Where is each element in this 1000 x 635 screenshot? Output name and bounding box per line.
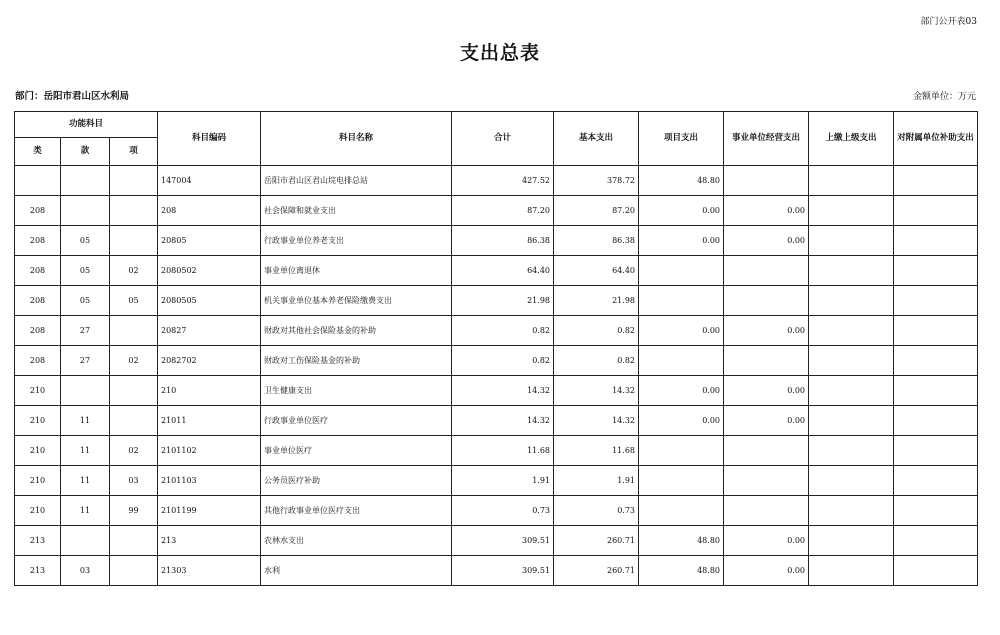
project-cell: 48.80 xyxy=(639,166,724,196)
code-cell: 2101102 xyxy=(158,436,261,466)
name-cell: 行政事业单位养老支出 xyxy=(261,226,452,256)
subsidy-cell xyxy=(894,466,978,496)
lei-cell: 208 xyxy=(15,196,61,226)
kuan-cell: 05 xyxy=(61,256,110,286)
name-cell: 财政对工伤保险基金的补助 xyxy=(261,346,452,376)
lei-cell: 208 xyxy=(15,226,61,256)
subsidy-cell xyxy=(894,556,978,586)
xiang-cell xyxy=(110,556,158,586)
basic-cell: 1.91 xyxy=(554,466,639,496)
lei-cell: 208 xyxy=(15,286,61,316)
project-cell xyxy=(639,496,724,526)
lei-cell: 213 xyxy=(15,526,61,556)
project-cell xyxy=(639,466,724,496)
name-cell: 行政事业单位医疗 xyxy=(261,406,452,436)
total-cell: 87.20 xyxy=(452,196,554,226)
table-row xyxy=(15,316,978,346)
total-cell: 64.40 xyxy=(452,256,554,286)
total-cell: 1.91 xyxy=(452,466,554,496)
business-cell: 0.00 xyxy=(724,196,809,226)
code-cell: 20805 xyxy=(158,226,261,256)
table-row xyxy=(15,256,978,286)
amount-unit-label: 金额单位：万元 xyxy=(912,92,976,102)
project-cell: 0.00 xyxy=(639,316,724,346)
code-cell: 2082702 xyxy=(158,346,261,376)
subsidy-cell xyxy=(894,526,978,556)
expenditure-table xyxy=(14,111,978,586)
basic-cell: 378.72 xyxy=(554,166,639,196)
code-cell: 2101103 xyxy=(158,466,261,496)
name-cell: 财政对其他社会保险基金的补助 xyxy=(261,316,452,346)
name-cell: 社会保障和就业支出 xyxy=(261,196,452,226)
total-cell: 0.82 xyxy=(452,346,554,376)
basic-cell: 14.32 xyxy=(554,376,639,406)
business-cell: 0.00 xyxy=(724,316,809,346)
subsidy-cell xyxy=(894,316,978,346)
subsidy-header: 对附属单位补助支出 xyxy=(894,112,978,166)
code-cell: 213 xyxy=(158,526,261,556)
kuan-cell: 11 xyxy=(61,466,110,496)
business-cell: 0.00 xyxy=(724,406,809,436)
func-subject-header: 功能科目 xyxy=(15,112,158,138)
name-cell: 机关事业单位基本养老保险缴费支出 xyxy=(261,286,452,316)
lei-cell: 210 xyxy=(15,436,61,466)
lei-cell: 208 xyxy=(15,346,61,376)
business-cell xyxy=(724,346,809,376)
business-cell xyxy=(724,286,809,316)
code-cell: 2101199 xyxy=(158,496,261,526)
total-cell: 309.51 xyxy=(452,526,554,556)
subsidy-cell xyxy=(894,346,978,376)
name-header: 科目名称 xyxy=(261,112,452,166)
subsidy-cell xyxy=(894,436,978,466)
total-cell: 0.73 xyxy=(452,496,554,526)
subsidy-cell xyxy=(894,196,978,226)
header-row-1 xyxy=(15,112,978,138)
business-cell: 0.00 xyxy=(724,376,809,406)
xiang-cell xyxy=(110,376,158,406)
total-cell: 11.68 xyxy=(452,436,554,466)
lei-cell: 213 xyxy=(15,556,61,586)
lei-cell: 210 xyxy=(15,466,61,496)
xiang-cell: 02 xyxy=(110,256,158,286)
code-cell: 210 xyxy=(158,376,261,406)
project-cell xyxy=(639,346,724,376)
table-row xyxy=(15,406,978,436)
code-cell: 20827 xyxy=(158,316,261,346)
code-cell: 147004 xyxy=(158,166,261,196)
name-cell: 岳阳市君山区君山垸电排总站 xyxy=(261,166,452,196)
upper-cell xyxy=(809,436,894,466)
xiang-cell: 99 xyxy=(110,496,158,526)
kuan-cell xyxy=(61,196,110,226)
upper-cell xyxy=(809,286,894,316)
xiang-cell: 03 xyxy=(110,466,158,496)
upper-cell xyxy=(809,406,894,436)
kuan-cell xyxy=(61,376,110,406)
basic-cell: 0.73 xyxy=(554,496,639,526)
lei-cell xyxy=(15,166,61,196)
lei-cell: 210 xyxy=(15,496,61,526)
table-row xyxy=(15,376,978,406)
upper-header: 上缴上级支出 xyxy=(809,112,894,166)
business-cell xyxy=(724,166,809,196)
code-header: 科目编码 xyxy=(158,112,261,166)
upper-cell xyxy=(809,346,894,376)
project-cell: 0.00 xyxy=(639,376,724,406)
kuan-cell: 11 xyxy=(61,436,110,466)
total-cell: 86.38 xyxy=(452,226,554,256)
subsidy-cell xyxy=(894,226,978,256)
business-cell: 0.00 xyxy=(724,526,809,556)
code-cell: 2080505 xyxy=(158,286,261,316)
business-cell xyxy=(724,256,809,286)
project-cell xyxy=(639,256,724,286)
code-cell: 21011 xyxy=(158,406,261,436)
subsidy-cell xyxy=(894,256,978,286)
name-cell: 事业单位离退休 xyxy=(261,256,452,286)
subsidy-cell xyxy=(894,406,978,436)
table-row xyxy=(15,556,978,586)
xiang-cell: 02 xyxy=(110,436,158,466)
basic-cell: 11.68 xyxy=(554,436,639,466)
subsidy-cell xyxy=(894,166,978,196)
table-row xyxy=(15,286,978,316)
total-cell: 0.82 xyxy=(452,316,554,346)
total-cell: 14.32 xyxy=(452,376,554,406)
table-row xyxy=(15,436,978,466)
kuan-cell xyxy=(61,166,110,196)
table-row xyxy=(15,226,978,256)
business-cell: 0.00 xyxy=(724,556,809,586)
total-cell: 309.51 xyxy=(452,556,554,586)
basic-cell: 0.82 xyxy=(554,346,639,376)
subsidy-cell xyxy=(894,376,978,406)
name-cell: 卫生健康支出 xyxy=(261,376,452,406)
total-header: 合计 xyxy=(452,112,554,166)
basic-header: 基本支出 xyxy=(554,112,639,166)
basic-cell: 86.38 xyxy=(554,226,639,256)
project-cell: 48.80 xyxy=(639,526,724,556)
name-cell: 事业单位医疗 xyxy=(261,436,452,466)
kuan-cell: 05 xyxy=(61,286,110,316)
lei-header: 类 xyxy=(15,138,61,166)
department-label: 部门：岳阳市君山区水利局 xyxy=(15,91,130,102)
basic-cell: 260.71 xyxy=(554,556,639,586)
upper-cell xyxy=(809,556,894,586)
table-row xyxy=(15,526,978,556)
lei-cell: 210 xyxy=(15,406,61,436)
kuan-cell: 11 xyxy=(61,406,110,436)
xiang-cell: 05 xyxy=(110,286,158,316)
project-cell xyxy=(639,436,724,466)
upper-cell xyxy=(809,256,894,286)
upper-cell xyxy=(809,496,894,526)
lei-cell: 208 xyxy=(15,316,61,346)
xiang-cell xyxy=(110,526,158,556)
upper-cell xyxy=(809,316,894,346)
business-cell xyxy=(724,466,809,496)
total-cell: 21.98 xyxy=(452,286,554,316)
xiang-cell: 02 xyxy=(110,346,158,376)
table-row xyxy=(15,196,978,226)
basic-cell: 0.82 xyxy=(554,316,639,346)
total-cell: 14.32 xyxy=(452,406,554,436)
upper-cell xyxy=(809,526,894,556)
name-cell: 农林水支出 xyxy=(261,526,452,556)
basic-cell: 260.71 xyxy=(554,526,639,556)
form-number: 部门公开表03 xyxy=(920,17,977,27)
kuan-cell: 11 xyxy=(61,496,110,526)
kuan-cell: 27 xyxy=(61,316,110,346)
upper-cell xyxy=(809,466,894,496)
project-cell: 0.00 xyxy=(639,406,724,436)
xiang-cell xyxy=(110,166,158,196)
project-cell: 0.00 xyxy=(639,196,724,226)
lei-cell: 210 xyxy=(15,376,61,406)
xiang-cell xyxy=(110,226,158,256)
upper-cell xyxy=(809,376,894,406)
page-title: 支出总表 xyxy=(459,42,540,64)
business-cell xyxy=(724,496,809,526)
kuan-cell: 05 xyxy=(61,226,110,256)
xiang-cell xyxy=(110,316,158,346)
upper-cell xyxy=(809,196,894,226)
project-cell xyxy=(639,286,724,316)
subsidy-cell xyxy=(894,286,978,316)
name-cell: 公务员医疗补助 xyxy=(261,466,452,496)
code-cell: 21303 xyxy=(158,556,261,586)
name-cell: 水利 xyxy=(261,556,452,586)
name-cell: 其他行政事业单位医疗支出 xyxy=(261,496,452,526)
xiang-cell xyxy=(110,196,158,226)
kuan-header: 款 xyxy=(61,138,110,166)
total-cell: 427.52 xyxy=(452,166,554,196)
business-cell xyxy=(724,436,809,466)
table-row xyxy=(15,346,978,376)
code-cell: 208 xyxy=(158,196,261,226)
table-row xyxy=(15,166,978,196)
kuan-cell xyxy=(61,526,110,556)
business-cell: 0.00 xyxy=(724,226,809,256)
xiang-cell xyxy=(110,406,158,436)
project-header: 项目支出 xyxy=(639,112,724,166)
table-row xyxy=(15,466,978,496)
table-row xyxy=(15,496,978,526)
lei-cell: 208 xyxy=(15,256,61,286)
basic-cell: 87.20 xyxy=(554,196,639,226)
project-cell: 48.80 xyxy=(639,556,724,586)
subsidy-cell xyxy=(894,496,978,526)
kuan-cell: 03 xyxy=(61,556,110,586)
xiang-header: 项 xyxy=(110,138,158,166)
kuan-cell: 27 xyxy=(61,346,110,376)
business-header: 事业单位经营支出 xyxy=(724,112,809,166)
code-cell: 2080502 xyxy=(158,256,261,286)
upper-cell xyxy=(809,166,894,196)
upper-cell xyxy=(809,226,894,256)
basic-cell: 64.40 xyxy=(554,256,639,286)
basic-cell: 14.32 xyxy=(554,406,639,436)
project-cell: 0.00 xyxy=(639,226,724,256)
basic-cell: 21.98 xyxy=(554,286,639,316)
